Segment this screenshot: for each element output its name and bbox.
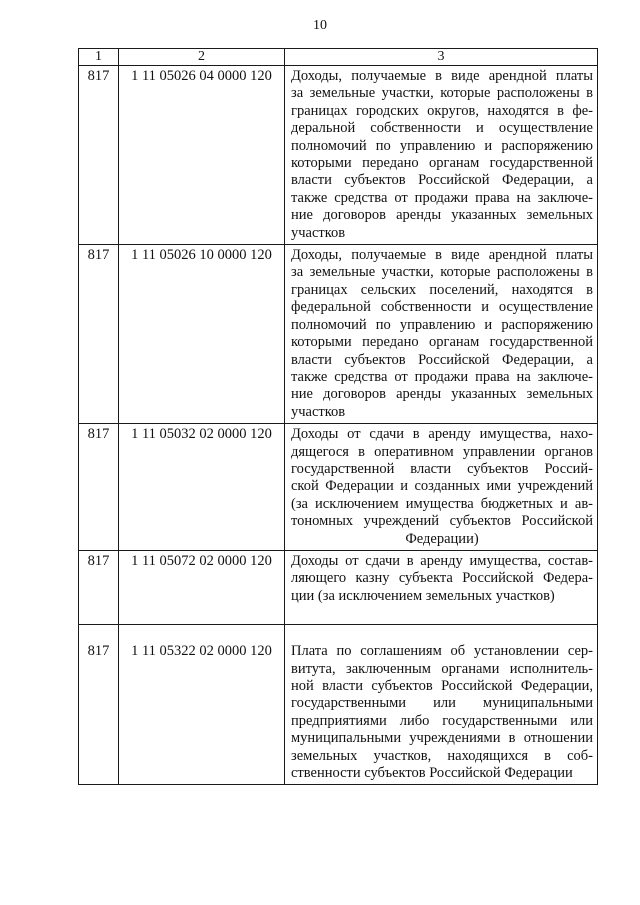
description-line: также средства от продажи права на заключе- [291,189,593,206]
description-line: которыми передано органам государственной [291,155,593,172]
description-cell [285,550,598,624]
description-line: (за исключением имущества бюджетных и ав- [291,495,593,512]
table-row [79,66,598,245]
description-line: Плата по соглашениям об установлении сер- [291,643,593,660]
description-line: власти субъектов Российской Федерации, а [291,351,593,368]
agency-code-cell: 817 [79,550,119,624]
description-line: Доходы от сдачи в аренду имущества, состав- [291,552,593,569]
description-line: Доходы, получаемые в виде арендной платы [291,68,593,84]
description-line: государственными или муниципальными [291,695,593,712]
description-line: границах сельских поселений, находятся в [291,281,593,298]
agency-code-cell: 817 [79,66,119,245]
column-header-1: 1 [79,49,119,66]
description-line: ние договоров аренды указанных земельных [291,207,593,224]
description-line: витута, заключенным органами исполнитель- [291,660,593,677]
description-line: ние договоров аренды указанных земельных [291,386,593,403]
table-row [79,245,598,424]
description-cell [285,424,598,551]
budget-code-cell: 1 11 05026 10 0000 120 [119,245,285,424]
description-line: ляющего казну субъекта Российской Федера- [291,570,593,587]
table-header-row [79,49,598,66]
description-line: тономных учреждений субъектов Российской [291,513,593,530]
budget-code-cell: 1 11 05026 04 0000 120 [119,66,285,245]
agency-code-cell: 817 [79,625,119,785]
table-row [79,625,598,785]
description-line: муниципальными учреждениями в отношении [291,730,593,747]
description-cell [285,625,598,785]
description-line: деральной собственности и осуществление [291,120,593,137]
description-line: Доходы, получаемые в виде арендной платы [291,247,593,264]
table-row [79,550,598,624]
description-line: также средства от продажи права на заключе- [291,368,593,385]
budget-code-cell: 1 11 05032 02 0000 120 [119,424,285,551]
description-line: дящегося в оперативном управлении органов [291,443,593,460]
description-line [291,605,593,622]
description-line: за земельные участки, которые расположены в [291,85,593,102]
description-line: предприятиями либо государственными или [291,712,593,729]
description-line: полномочий по управлению и распоряжению [291,316,593,333]
description-line: за земельные участки, которые расположены в [291,264,593,281]
table-row [79,424,598,551]
description-line: ции (за исключением земельных участков) [291,587,555,604]
description-cell [285,245,598,424]
budget-code-cell: 1 11 05072 02 0000 120 [119,550,285,624]
description-line: земельных участков, находящихся в соб- [291,747,593,764]
description-line: ской Федерации и созданных ими учреждений [291,478,593,495]
description-line: власти субъектов Российской Федерации, а [291,172,593,189]
budget-code-cell: 1 11 05322 02 0000 120 [119,625,285,785]
description-line: которыми передано органам государственной [291,334,593,351]
budget-codes-table [78,48,598,785]
description-line: участков [291,224,346,241]
description-line: участков [291,403,346,420]
agency-code-cell: 817 [79,245,119,424]
agency-code-cell: 817 [79,424,119,551]
description-line: Доходы от сдачи в аренду имущества, нахо- [291,426,593,443]
description-line: границах городских округов, находятся в фе- [291,102,593,119]
description-line: Федерации) [405,530,479,547]
column-header-2: 2 [119,49,285,66]
description-line: полномочий по управлению и распоряжению [291,137,593,154]
column-header-3: 3 [285,49,598,66]
description-line: государственной власти субъектов Россий- [291,460,593,477]
description-line: ственности субъектов Российской Федерации [291,765,573,782]
description-cell [285,66,598,245]
page-number: 10 [313,18,327,33]
description-line: федеральной собственности и осуществление [291,299,593,316]
description-line: ной власти субъектов Российской Федерации, [291,678,593,694]
